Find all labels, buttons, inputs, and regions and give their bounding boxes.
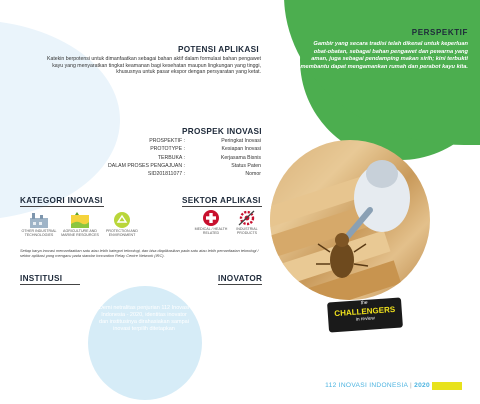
prospek-label: PROSPEKTIF : [149,138,185,144]
perspektif-title: PERSPEKTIF [411,28,468,37]
divider [218,284,262,285]
sektor-label: MEDICAL / HEALTH RELATED [194,227,228,236]
badge-line2: CHALLENGERS [334,304,396,319]
recycle-icon [111,211,133,229]
prospek-value: Peringkat Inovasi [221,138,261,144]
factory-icon [28,211,50,229]
prospek-row [90,162,261,170]
prospek-label: SID201811077 : [147,171,185,178]
potensi-title: POTENSI APLIKASI [178,45,259,54]
product-photo [270,140,430,300]
sektor-title: SEKTOR APLIKASI [182,196,261,205]
divider [182,206,262,207]
prospek-value: Nomor [245,171,261,178]
divider [20,206,104,207]
badge-line3: in review [355,316,375,323]
prospek-row [90,145,261,153]
prospek-label: DALAM PROSES PENGAJUAN : [108,162,185,169]
footer-title [325,382,430,389]
prospek-row [90,137,261,145]
agriculture-icon [69,211,91,229]
kategori-title: KATEGORI INOVASI [20,196,103,205]
inovator-title: INOVATOR [218,274,263,283]
prospek-row [90,154,261,162]
divider [20,284,80,285]
sektor-item [194,209,228,236]
background-arc [0,20,120,220]
gear-tools-icon [236,209,258,227]
medical-icon [200,209,222,227]
kategori-item [20,211,58,238]
perspektif-text: Gambir yang secara tradisi telah dikenal untuk keperluan obat-obatan, sebagai bahan pengawet dan pewarna yang aman, juga sebagai pendamping makan sirih; kini terbukti membantu dapat mengamankan rumah dan perabot kayu kita. [300,41,468,70]
prospek-table [90,137,261,178]
sektor-label: INDUSTRIAL PRODUCTS [236,227,258,236]
prospek-title: PROSPEK INOVASI [182,127,262,136]
green-background-shape-2 [284,0,480,145]
footnote: Setiap karya inovasi memanfaatkan satu atau lebih kategori teknologi, dan bisa diaplikasikan pada satu atau lebih pemanfaatan teknologi / sektor aplikasi yang mengacu pada standar Innovation Relay Centre Network (IRC). [20,248,259,259]
sektor-item [230,209,264,236]
prospek-value: Status Paten [231,162,261,169]
prospek-value: Kerjasama Bisnis [220,154,261,161]
kategori-item [102,211,142,238]
confidential-text: Demi netralitas penjurian 112 Inovasi Indonesia - 2020, identitas inovator dan institusinya dirahasiakan sampai inovasi terpilih ditetapkan [98,305,190,332]
wood-blocks-illustration [270,140,430,300]
prospek-label: TERBUKA : [157,154,185,161]
footer-year: 2020 [414,382,430,389]
institusi-title: INSTITUSI [20,274,63,283]
kategori-label: OTHER INDUSTRIAL TECHNOLOGIES [21,229,57,238]
footer-separator: | [409,382,412,389]
potensi-text: Katekin berpotensi untuk dimanfaatkan sebagai bahan aktif dalam formulasi bahan pengawet kayu yang menyaratkan tingkat keamanan bagi kesehatan maupun lingkungan yang tinggi, khususnya untuk pasar ekspor dengan persyaratan yang ketat. [47,56,261,76]
prospek-label: PROTOTYPE : [150,146,185,153]
confidential-bubble [88,286,202,400]
kategori-item [60,211,100,238]
kategori-label: AGRICULTURE AND MARINE RESOURCES [61,229,99,238]
challengers-badge [327,297,403,332]
kategori-label: PROTECTION AND ENVIRONMENT [106,229,138,238]
footer-accent-bar [432,382,462,390]
prospek-value: Kesiapan Inovasi [221,146,261,153]
footer-text: 112 INOVASI INDONESIA [325,382,408,389]
prospek-row [90,170,261,178]
badge-line1: the [360,299,368,307]
